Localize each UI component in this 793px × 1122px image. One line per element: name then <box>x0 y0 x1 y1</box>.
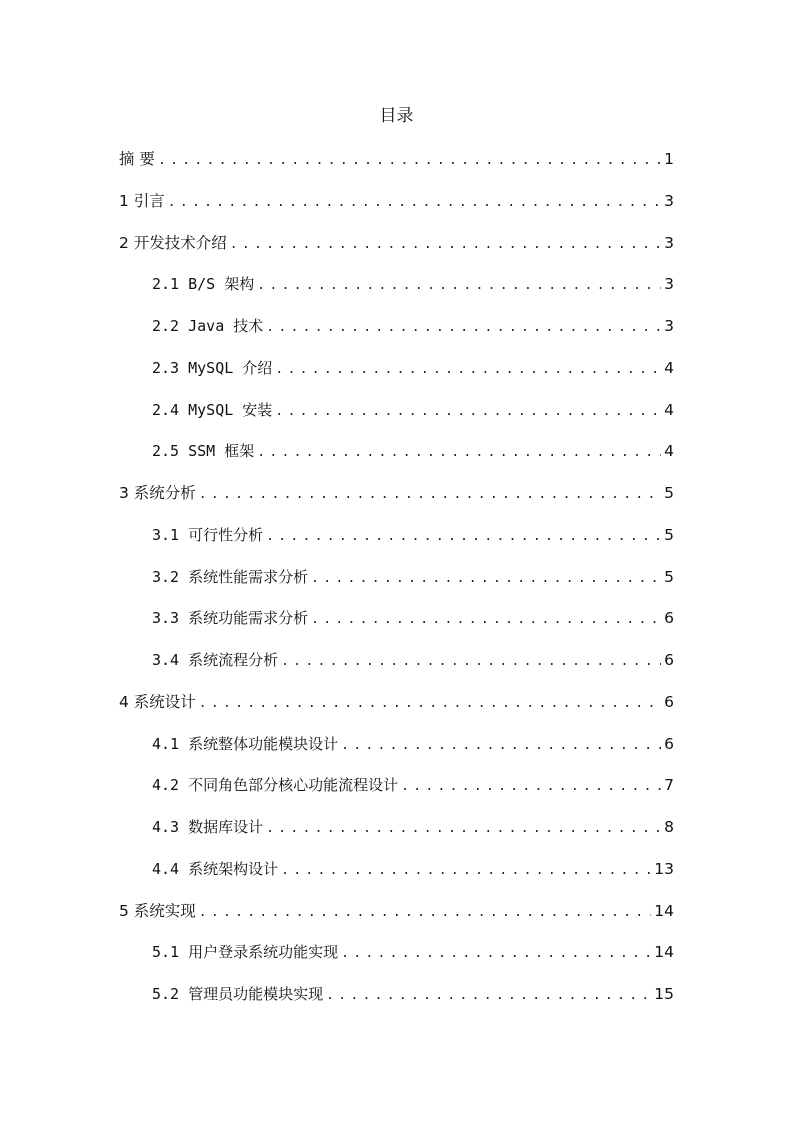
toc-dot-leader <box>326 984 651 1008</box>
toc-dot-leader <box>311 567 661 591</box>
toc-entry[interactable] <box>152 857 674 881</box>
toc-entry[interactable] <box>152 773 674 797</box>
toc-entry-label: 3 系统分析 <box>119 484 196 502</box>
toc-dot-leader <box>199 692 661 716</box>
toc-entry[interactable] <box>152 606 674 630</box>
toc-dot-leader <box>281 650 661 674</box>
toc-entry-page-number: 3 <box>664 317 674 335</box>
toc-entry-label: 5.1 用户登录系统功能实现 <box>152 943 339 961</box>
toc-entry[interactable] <box>119 481 674 505</box>
toc-entry-label: 5.2 管理员功能模块实现 <box>152 985 324 1003</box>
toc-entry[interactable] <box>119 231 674 255</box>
toc-entry-page-number: 15 <box>654 985 674 1003</box>
toc-dot-leader <box>275 358 661 382</box>
page-title: 目录 <box>379 106 414 126</box>
toc-dot-leader <box>401 775 661 799</box>
toc-entry-page-number: 6 <box>664 651 674 669</box>
toc-entry-label: 3.3 系统功能需求分析 <box>152 609 309 627</box>
toc-entry-label: 2.1 B/S 架构 <box>152 275 255 293</box>
toc-entry-label: 2 开发技术介绍 <box>119 234 227 252</box>
toc-entry-label: 3.2 系统性能需求分析 <box>152 568 309 586</box>
toc-entry[interactable] <box>119 147 674 171</box>
toc-entry-page-number: 3 <box>664 234 674 252</box>
toc-dot-leader <box>266 817 661 841</box>
toc-entry-page-number: 4 <box>664 401 674 419</box>
toc-entry-page-number: 4 <box>664 359 674 377</box>
toc-entry-label: 4.3 数据库设计 <box>152 818 264 836</box>
toc-dot-leader <box>168 191 661 215</box>
toc-entry-page-number: 6 <box>664 693 674 711</box>
toc-entry[interactable] <box>152 982 674 1006</box>
toc-entry[interactable] <box>152 272 674 296</box>
toc-entry[interactable] <box>119 899 674 923</box>
toc-entry[interactable] <box>152 815 674 839</box>
toc-entry-label: 4.4 系统架构设计 <box>152 860 279 878</box>
toc-dot-leader <box>341 734 661 758</box>
toc-dot-leader <box>341 942 651 966</box>
toc-entry-page-number: 5 <box>664 526 674 544</box>
toc-entry[interactable] <box>152 314 674 338</box>
toc-entry[interactable] <box>119 189 674 213</box>
toc-entry[interactable] <box>119 690 674 714</box>
toc-entry-page-number: 6 <box>664 609 674 627</box>
toc-dot-leader <box>275 400 661 424</box>
toc-dot-leader <box>199 483 661 507</box>
toc-entry-page-number: 14 <box>654 902 674 920</box>
toc-dot-leader <box>230 233 661 257</box>
toc-dot-leader <box>199 901 651 925</box>
toc-dot-leader <box>158 149 661 173</box>
toc-entry-page-number: 3 <box>664 192 674 210</box>
toc-entry-page-number: 14 <box>654 943 674 961</box>
toc-entry-label: 2.4 MySQL 安装 <box>152 401 273 419</box>
toc-entry[interactable] <box>152 648 674 672</box>
toc-entry[interactable] <box>152 732 674 756</box>
toc-entry-label: 2.5 SSM 框架 <box>152 442 255 460</box>
toc-entry-page-number: 1 <box>664 150 674 168</box>
toc-dot-leader <box>266 525 661 549</box>
toc-dot-leader <box>266 316 661 340</box>
toc-entry[interactable] <box>152 565 674 589</box>
toc-dot-leader <box>257 274 661 298</box>
toc-entry-page-number: 13 <box>654 860 674 878</box>
toc-entry[interactable] <box>152 523 674 547</box>
toc-dot-leader <box>311 608 661 632</box>
toc-entry-page-number: 4 <box>664 442 674 460</box>
toc-entry-label: 1 引言 <box>119 192 165 210</box>
toc-entry-label: 5 系统实现 <box>119 902 196 920</box>
toc-entry-label: 摘 要 <box>119 150 155 168</box>
toc-entry-label: 2.2 Java 技术 <box>152 317 264 335</box>
toc-entry-label: 2.3 MySQL 介绍 <box>152 359 273 377</box>
toc-dot-leader <box>281 859 651 883</box>
toc-entry-label: 3.1 可行性分析 <box>152 526 264 544</box>
toc-entry-page-number: 5 <box>664 484 674 502</box>
toc-entry-label: 3.4 系统流程分析 <box>152 651 279 669</box>
toc-entry-label: 4.2 不同角色部分核心功能流程设计 <box>152 776 399 794</box>
toc-entry[interactable] <box>152 439 674 463</box>
toc-entry-page-number: 6 <box>664 735 674 753</box>
toc-entry-label: 4.1 系统整体功能模块设计 <box>152 735 339 753</box>
toc-dot-leader <box>257 441 661 465</box>
toc-entry-page-number: 8 <box>664 818 674 836</box>
toc-entry-page-number: 3 <box>664 275 674 293</box>
toc-entry[interactable] <box>152 356 674 380</box>
toc-entry-page-number: 5 <box>664 568 674 586</box>
toc-entry[interactable] <box>152 940 674 964</box>
toc-entry[interactable] <box>152 398 674 422</box>
toc-entry-page-number: 7 <box>664 776 674 794</box>
toc-entry-label: 4 系统设计 <box>119 693 196 711</box>
